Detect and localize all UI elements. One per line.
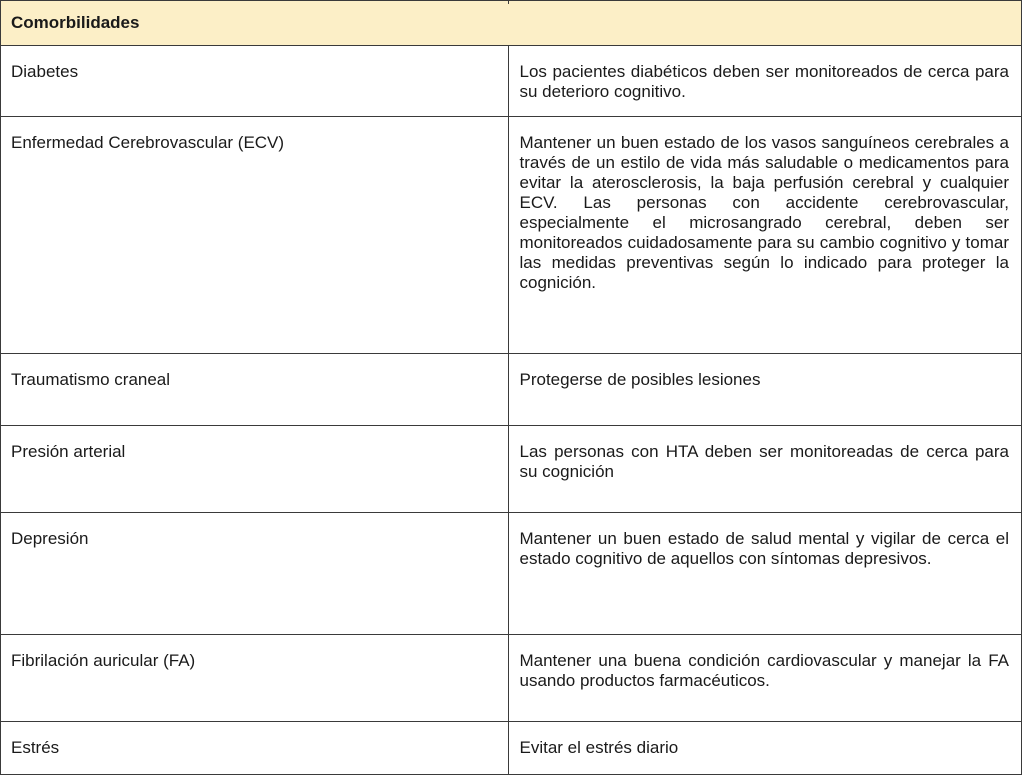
recommendation-cell: Los pacientes diabéticos deben ser monitoreados de cerca para su deterioro cognitivo. — [509, 46, 1022, 117]
condition-cell: Enfermedad Cerebrovascular (ECV) — [1, 117, 509, 354]
table-row — [1, 635, 1022, 722]
condition-cell: Estrés — [1, 722, 509, 775]
table-header: Comorbilidades — [1, 1, 1022, 46]
condition-cell: Diabetes — [1, 46, 509, 117]
column-divider-tick — [508, 0, 509, 4]
table-row — [1, 117, 1022, 354]
condition-cell: Presión arterial — [1, 426, 509, 513]
table-header-row — [1, 1, 1022, 46]
recommendation-cell: Protegerse de posibles lesiones — [509, 354, 1022, 426]
table-row — [1, 46, 1022, 117]
condition-cell: Depresión — [1, 513, 509, 635]
recommendation-cell: Mantener un buen estado de salud mental y vigilar de cerca el estado cognitivo de aquellos con síntomas depresivos. — [509, 513, 1022, 635]
recommendation-cell: Las personas con HTA deben ser monitoreadas de cerca para su cognición — [509, 426, 1022, 513]
table-row — [1, 354, 1022, 426]
recommendation-cell: Mantener un buen estado de los vasos sanguíneos cerebrales a través de un estilo de vida más saludable o medicamentos para evitar la aterosclerosis, la baja perfusión cerebral y cualquier ECV. Las personas con accidente cerebrovascular, especialmente el microsangrado cerebral, deben ser monitoreados cuidadosamente para su cambio cognitivo y tomar las medidas preventivas según lo indicado para proteger la cognición. — [509, 117, 1022, 354]
recommendation-cell: Evitar el estrés diario — [509, 722, 1022, 775]
recommendation-cell: Mantener una buena condición cardiovascular y manejar la FA usando productos farmacéuticos. — [509, 635, 1022, 722]
condition-cell: Fibrilación auricular (FA) — [1, 635, 509, 722]
condition-cell: Traumatismo craneal — [1, 354, 509, 426]
table-row — [1, 426, 1022, 513]
table-row — [1, 513, 1022, 635]
table-row — [1, 722, 1022, 775]
